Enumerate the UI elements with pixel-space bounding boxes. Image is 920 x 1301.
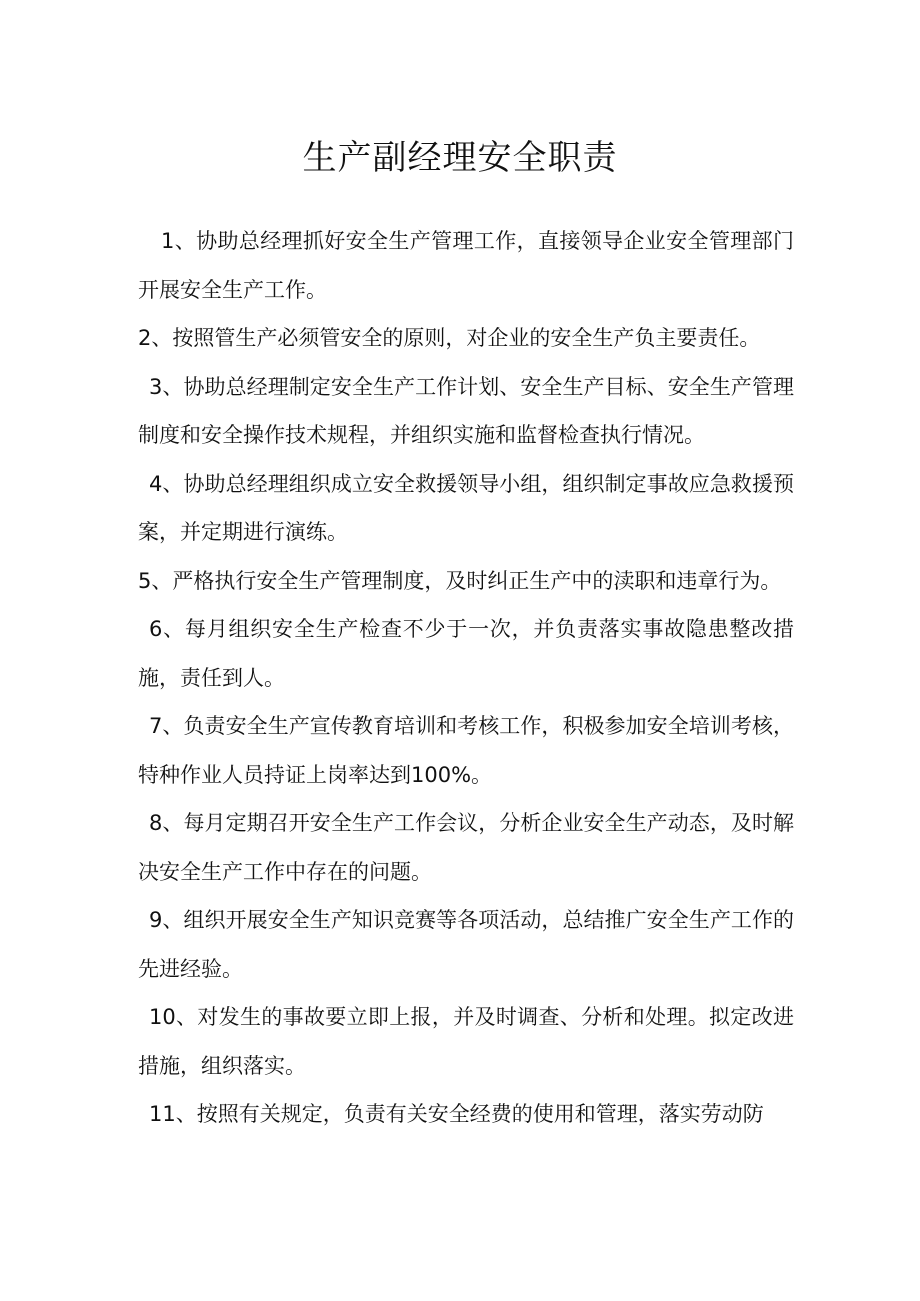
paragraph-1: 1、协助总经理抓好安全生产管理工作，直接领导企业安全管理部门开展安全生产工作。 <box>138 229 794 302</box>
paragraph-7: 7、负责安全生产宣传教育培训和考核工作，积极参加安全培训考核，特种作业人员持证上岗率达到100%。 <box>138 714 794 787</box>
paragraph-8: 8、每月定期召开安全生产工作会议，分析企业安全生产动态，及时解决安全生产工作中存在的问题。 <box>138 811 794 884</box>
paragraph-6: 6、每月组织安全生产检查不少于一次，并负责落实事故隐患整改措施，责任到人。 <box>138 617 794 690</box>
paragraph-10: 10、对发生的事故要立即上报，并及时调查、分析和处理。拟定改进措施，组织落实。 <box>138 1005 794 1078</box>
paragraph-2: 2、按照管生产必须管安全的原则，对企业的安全生产负主要责任。 <box>138 326 761 350</box>
document-title: 生产副经理安全职责 <box>302 138 618 178</box>
paragraph-11: 11、按照有关规定，负责有关安全经费的使用和管理，落实劳动防 <box>149 1102 764 1126</box>
paragraph-9: 9、组织开展安全生产知识竞赛等各项活动，总结推广安全生产工作的先进经验。 <box>138 908 794 981</box>
paragraph-3: 3、协助总经理制定安全生产工作计划、安全生产目标、安全生产管理制度和安全操作技术规程，并组织实施和监督检查执行情况。 <box>138 374 794 447</box>
paragraph-4: 4、协助总经理组织成立安全救援领导小组，组织制定事故应急救援预案，并定期进行演练。 <box>138 471 794 544</box>
document-body <box>138 217 794 1139</box>
paragraph-5: 5、严格执行安全生产管理制度，及时纠正生产中的渎职和违章行为。 <box>138 568 782 593</box>
